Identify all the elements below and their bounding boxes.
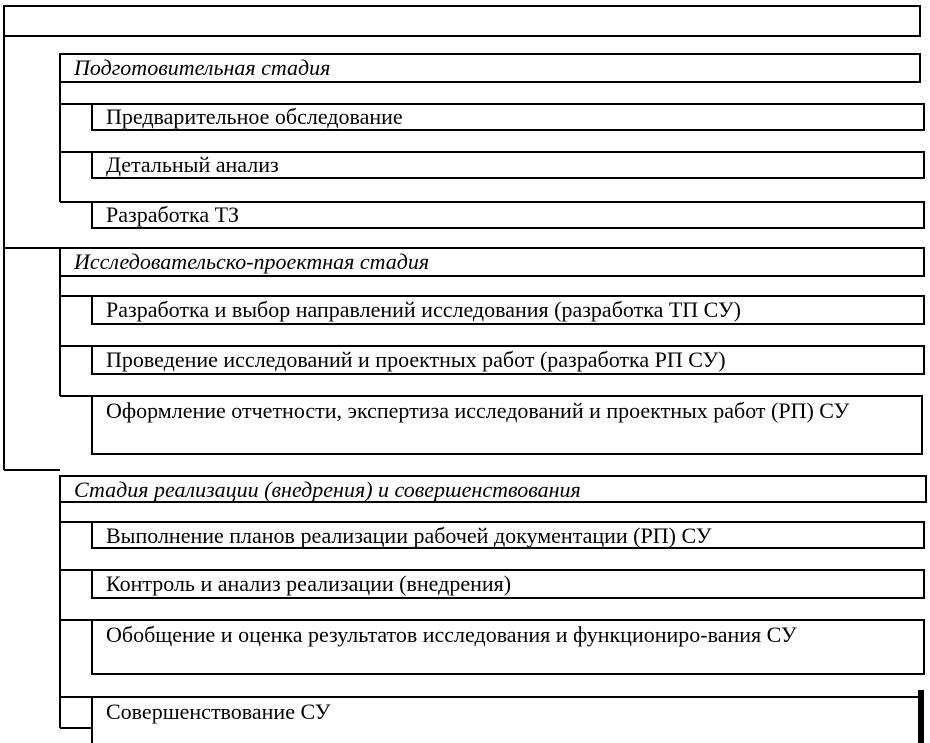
step-preliminary-survey: Предварительное обследование [106, 104, 403, 129]
step-improvement: Совершенствование СУ [106, 699, 331, 724]
step-generalization-evaluation: Обобщение и оценка результатов исследования и функциониро-вания СУ [106, 622, 797, 647]
stage-title-preparatory: Подготовительная стадия [74, 55, 331, 80]
step-control-analysis: Контроль и анализ реализации (внедрения) [106, 571, 512, 596]
step-detailed-analysis: Детальный анализ [106, 152, 279, 177]
step-research-directions: Разработка и выбор направлений исследования (разработка ТП СУ) [106, 297, 741, 322]
stage-title-implementation: Стадия реализации (внедрения) и совершенствования [74, 477, 581, 502]
step-tz-development: Разработка ТЗ [106, 202, 240, 227]
step-reporting-expertise: Оформление отчетности, экспертиза исследований и проектных работ (РП) СУ [106, 398, 850, 423]
stage-title-research-design: Исследовательско-проектная стадия [74, 249, 430, 274]
step-conduct-research: Проведение исследований и проектных работ (разработка РП СУ) [106, 347, 726, 372]
step-implementation-plans: Выполнение планов реализации рабочей документации (РП) СУ [106, 523, 712, 548]
